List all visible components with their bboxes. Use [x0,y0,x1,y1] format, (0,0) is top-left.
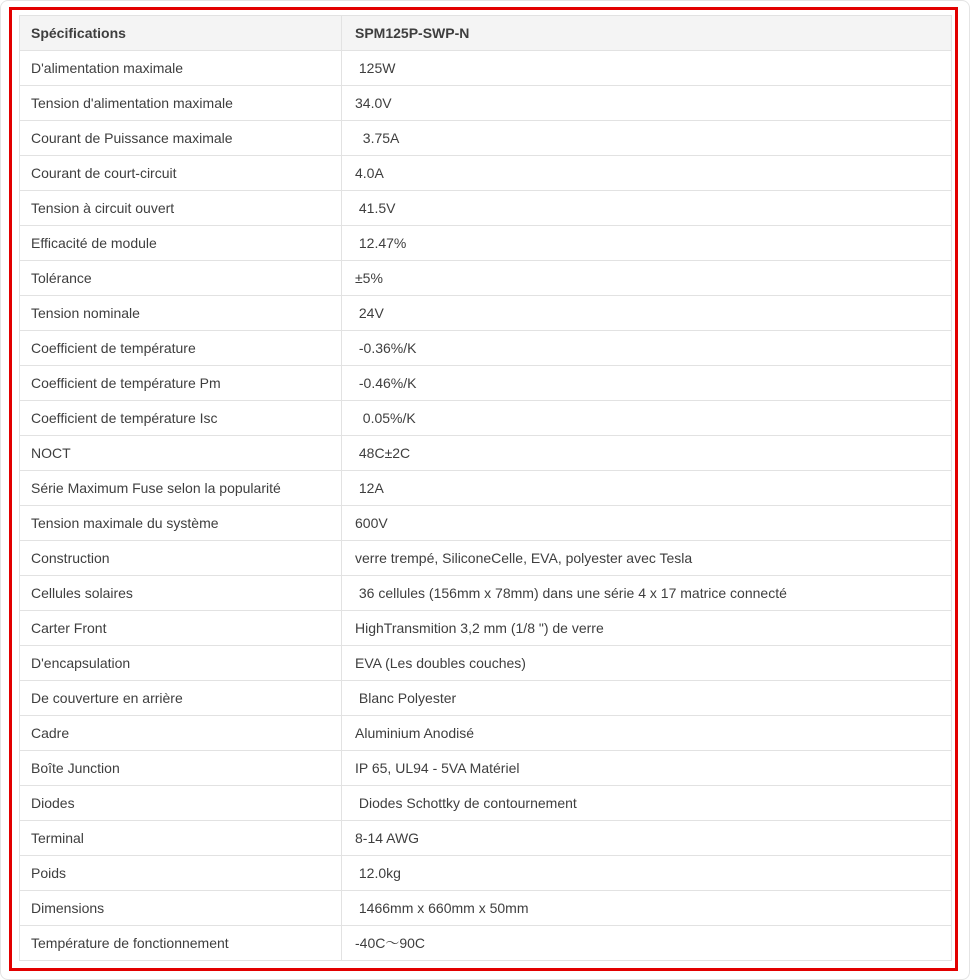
spec-value-cell: 12A [342,471,952,506]
spec-name-cell: Carter Front [20,611,342,646]
table-head [20,16,952,51]
table-row [20,296,952,331]
table-row [20,86,952,121]
spec-name-cell: Courant de Puissance maximale [20,121,342,156]
spec-name-cell: Tension d'alimentation maximale [20,86,342,121]
table-row [20,891,952,926]
table-row [20,926,952,961]
spec-value-cell: 600V [342,506,952,541]
spec-value-cell: 12.0kg [342,856,952,891]
table-row [20,471,952,506]
spec-name-cell: Série Maximum Fuse selon la popularité [20,471,342,506]
table-row [20,191,952,226]
spec-value-cell: 34.0V [342,86,952,121]
table-row [20,541,952,576]
specifications-table [19,15,952,961]
red-frame [9,7,958,971]
spec-value-cell: 24V [342,296,952,331]
spec-name-cell: Poids [20,856,342,891]
spec-name-cell: Courant de court-circuit [20,156,342,191]
spec-name-cell: Tension nominale [20,296,342,331]
spec-value-cell: 8-14 AWG [342,821,952,856]
table-row [20,576,952,611]
spec-name-cell: Efficacité de module [20,226,342,261]
spec-value-cell: 4.0A [342,156,952,191]
spec-value-cell: -0.46%/K [342,366,952,401]
table-row [20,261,952,296]
table-row [20,51,952,86]
table-row [20,716,952,751]
table-row [20,401,952,436]
spec-name-cell: Tension à circuit ouvert [20,191,342,226]
spec-name-cell: Cellules solaires [20,576,342,611]
spec-name-cell: Boîte Junction [20,751,342,786]
spec-value-cell: 0.05%/K [342,401,952,436]
table-header-row [20,16,952,51]
spec-value-cell: Diodes Schottky de contournement [342,786,952,821]
table-row [20,366,952,401]
spec-name-cell: Construction [20,541,342,576]
spec-name-cell: Terminal [20,821,342,856]
table-row [20,226,952,261]
spec-value-cell: EVA (Les doubles couches) [342,646,952,681]
spec-value-cell: 48C±2C [342,436,952,471]
table-row [20,121,952,156]
table-row [20,751,952,786]
table-row [20,786,952,821]
table-row [20,506,952,541]
table-row [20,331,952,366]
spec-name-cell: Coefficient de température Pm [20,366,342,401]
spec-value-cell: IP 65, UL94 - 5VA Matériel [342,751,952,786]
spec-name-cell: Cadre [20,716,342,751]
table-row [20,646,952,681]
spec-value-cell: Aluminium Anodisé [342,716,952,751]
spec-name-cell: Tolérance [20,261,342,296]
spec-value-cell: 3.75A [342,121,952,156]
table-body [20,51,952,961]
model-column-header: SPM125P-SWP-N [342,16,952,51]
spec-name-cell: Dimensions [20,891,342,926]
table-row [20,856,952,891]
table-row [20,436,952,471]
spec-name-cell: D'encapsulation [20,646,342,681]
spec-name-cell: Température de fonctionnement [20,926,342,961]
table-row [20,156,952,191]
spec-name-cell: NOCT [20,436,342,471]
spec-column-header: Spécifications [20,16,342,51]
spec-name-cell: Tension maximale du système [20,506,342,541]
spec-value-cell: -0.36%/K [342,331,952,366]
spec-value-cell: verre trempé, SiliconeCelle, EVA, polyester avec Tesla [342,541,952,576]
table-row [20,681,952,716]
spec-value-cell: -40C～90C [342,926,952,961]
spec-value-cell: 125W [342,51,952,86]
spec-value-cell: ±5% [342,261,952,296]
spec-name-cell: D'alimentation maximale [20,51,342,86]
spec-value-cell: Blanc Polyester [342,681,952,716]
spec-value-cell: 1466mm x 660mm x 50mm [342,891,952,926]
spec-name-cell: Coefficient de température [20,331,342,366]
table-row [20,821,952,856]
spec-value-cell: 41.5V [342,191,952,226]
spec-name-cell: Diodes [20,786,342,821]
spec-name-cell: Coefficient de température Isc [20,401,342,436]
spec-value-cell: 12.47% [342,226,952,261]
table-row [20,611,952,646]
spec-name-cell: De couverture en arrière [20,681,342,716]
spec-value-cell: HighTransmition 3,2 mm (1/8 ") de verre [342,611,952,646]
spec-value-cell: 36 cellules (156mm x 78mm) dans une série 4 x 17 matrice connecté [342,576,952,611]
